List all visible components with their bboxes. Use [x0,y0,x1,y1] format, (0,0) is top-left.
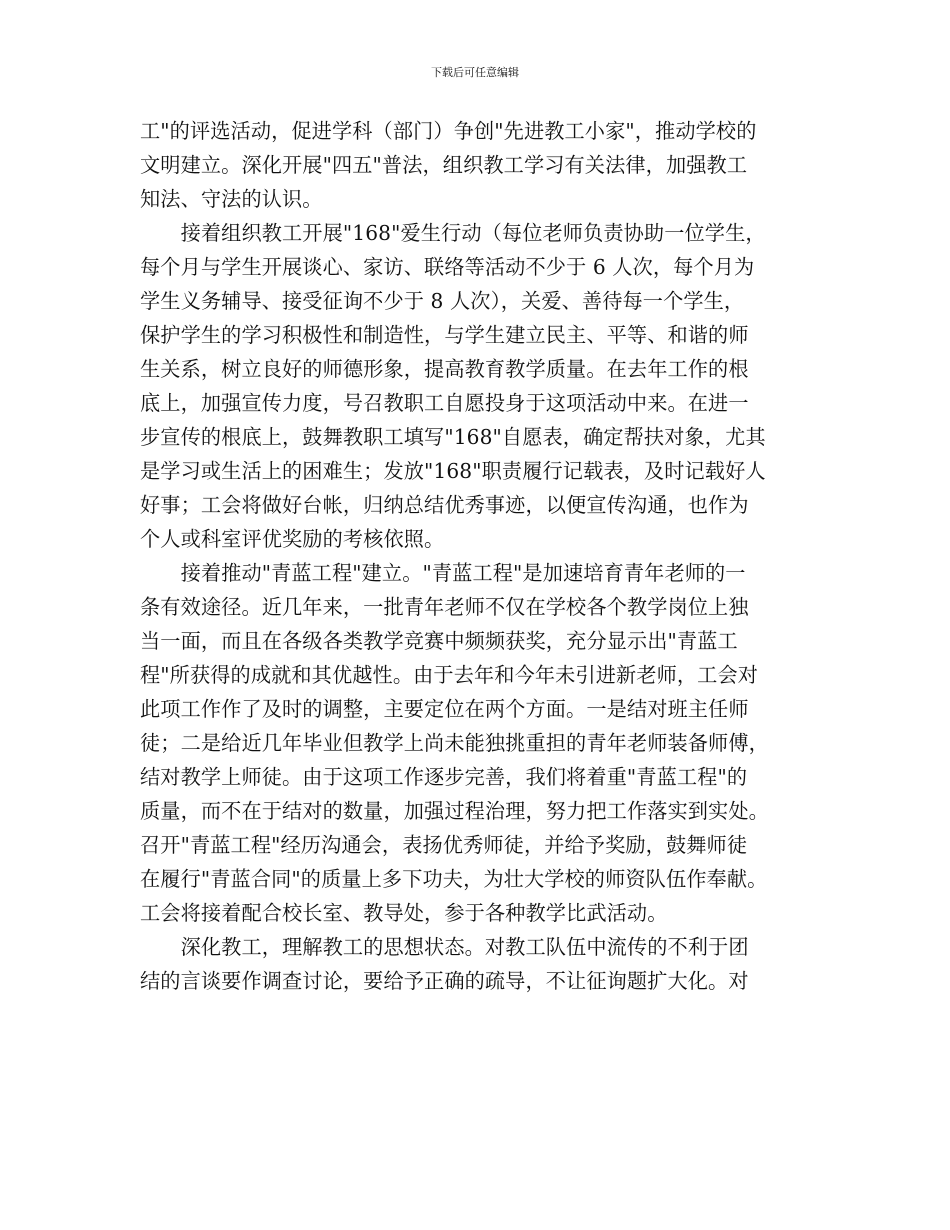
text-line: 保护学生的学习积极性和制造性，与学生建立民主、平等、和谐的师 [140,323,749,347]
page-header: 下载后可任意编辑 [431,66,519,79]
text-line: 当一面，而且在各级各类教学竞赛中频频获奖，充分显示出"青蓝工 [140,629,738,653]
text-line: 文明建立。深化开展"四五"普法，组织教工学习有关法律，加强教工 [140,153,748,177]
document-body [140,114,812,998]
text-line: 接着推动"青蓝工程"建立。"青蓝工程"是加速培育青年老师的一 [140,561,746,585]
text-line: 结的言谈要作调查讨论，要给予正确的疏导，不让征询题扩大化。对 [140,969,749,993]
text-line: 质量，而不在于结对的数量，加强过程治理，努力把工作落实到实处。 [140,799,769,823]
text-line: 是学习或生活上的困难生；发放"168"职责履行记载表，及时记载好人 [140,459,766,483]
text-line: 结对教学上师徒。由于这项工作逐步完善，我们将着重"青蓝工程"的 [140,765,748,789]
text-line: 接着组织教工开展"168"爱生行动（每位老师负责协助一位学生， [140,221,766,245]
text-line: 学生义务辅导、接受征询不少于 8 人次），关爱、善待每一个学生， [140,289,745,313]
text-line: 在履行"青蓝合同"的质量上多下功夫，为壮大学校的师资队伍作奉献。 [140,867,768,891]
text-line: 好事；工会将做好台帐，归纳总结优秀事迹，以便宣传沟通，也作为 [140,493,749,517]
text-line: 徒；二是给近几年毕业但教学上尚未能独挑重担的青年老师装备师傅， [140,731,769,755]
text-line: 步宣传的根底上，鼓舞教职工填写"168"自愿表，确定帮扶对象，尤其 [140,425,766,449]
text-line: 程"所获得的成就和其优越性。由于去年和今年未引进新老师，工会对 [140,663,759,687]
text-line: 召开"青蓝工程"经历沟通会，表扬优秀师徒，并给予奖励，鼓舞师徒 [140,833,748,857]
text-line: 底上，加强宣传力度，号召教职工自愿投身于这项活动中来。在进一 [140,391,749,415]
text-line: 每个月与学生开展谈心、家访、联络等活动不少于 6 人次，每个月为 [140,255,755,279]
text-line: 生关系，树立良好的师德形象，提高教育教学质量。在去年工作的根 [140,357,749,381]
text-line: 此项工作作了及时的调整，主要定位在两个方面。一是结对班主任师 [140,697,749,721]
text-line: 知法、守法的认识。 [140,187,323,211]
text-line: 深化教工，理解教工的思想状态。对教工队伍中流传的不利于团 [140,935,749,959]
text-line: 工"的评选活动，促进学科（部门）争创"先进教工小家"，推动学校的 [140,119,757,143]
text-line: 个人或科室评优奖励的考核依照。 [140,527,445,551]
text-line: 工会将接着配合校长室、教导处，参于各种教学比武活动。 [140,901,668,925]
text-line: 条有效途径。近几年来，一批青年老师不仅在学校各个教学岗位上独 [140,595,749,619]
